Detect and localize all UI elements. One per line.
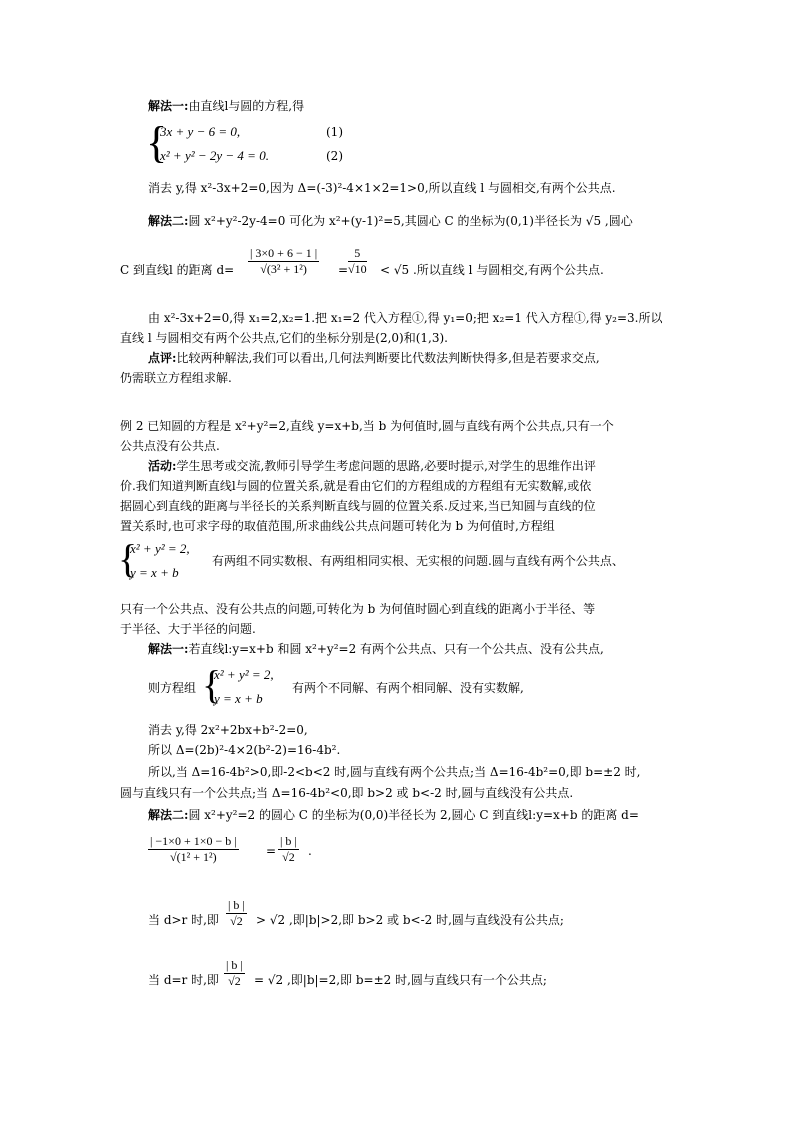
ex2-sol2-frac-num: | −1×0 + 1×0 − b | — [150, 834, 237, 848]
ex2-sol2-c1-fraction — [226, 898, 247, 929]
para3-line2: 直线 l 与圆相交有两个公共点,它们的坐标分别是(2,0)和(1,3). — [120, 331, 448, 345]
ex2-sol2-c2-fraction — [224, 958, 245, 989]
sol2-frac-den: √(3² + 1²) — [260, 262, 307, 276]
ex2-sol2-c1-pre: 当 d>r 时,即 — [148, 913, 219, 927]
ex2-sol2-label: 解法二: — [148, 808, 189, 822]
sol2-frac2-num: 5 — [348, 246, 367, 262]
comment-text: 比较两种解法,我们可以看出,几何法判断要比代数法判断快得多,但是若要求交点, — [176, 351, 600, 365]
ex2-sol1-sys2: y = x + b — [214, 691, 263, 706]
sol1-eq1: 3x + y − 6 = 0, — [160, 124, 241, 139]
activity-sys1: x² + y² = 2, — [130, 541, 190, 556]
ex2-sol1-text: 若直线l:y=x+b 和圆 x²+y²=2 有两个公共点、只有一个公共点、没有公共点, — [188, 642, 604, 656]
sol2-frac-num: | 3×0 + 6 − 1 | — [250, 246, 318, 260]
sol1-heading — [148, 98, 304, 114]
sol2-text: 圆 x²+y²-2y-4=0 可化为 x²+(y-1)²=5,其圆心 C 的坐标为(0,1)半径长为 √5 ,圆心 — [188, 214, 633, 228]
ex2-sol2-frac-den: √(1² + 1²) — [170, 850, 217, 864]
sol2-distance-fraction — [248, 246, 319, 277]
sol1-intro: 由直线l与圆的方程,得 — [188, 99, 305, 113]
ex2-line1: 例 2 已知圆的方程是 x²+y²=2,直线 y=x+b,当 b 为何值时,圆与直线有两个公共点,只有一个 — [120, 419, 614, 433]
sol1-conclusion: 消去 y,得 x²-3x+2=0,因为 Δ=(-3)²-4×1×2=1>0,所以直线 l 与圆相交,有两个公共点. — [148, 181, 616, 195]
ex2-sol1-line1 — [148, 641, 604, 657]
sol1-system-brace: { — [146, 118, 168, 167]
activity-line2: 价.我们知道判断直线l与圆的位置关系,就是看由它们的方程组成的方程组有无实数解,或依 — [120, 479, 592, 493]
ex2-sol1-pre: 则方程组 — [148, 681, 197, 695]
activity-line5: 有两组不同实数根、有两组相同实根、无实根的问题.圆与直线有两个公共点、 — [212, 554, 624, 568]
sol2-fraction-2 — [348, 246, 367, 277]
ex2-sol1-label: 解法一: — [148, 642, 189, 656]
ex2-sol1-line5: 圆与直线只有一个公共点;当 Δ=16-4b²<0,即 b>2 或 b<-2 时,圆与直线没有公共点. — [120, 786, 574, 800]
ex2-sol2-eq-sign: = — [266, 844, 277, 858]
activity-line4: 置关系时,也可求字母的取值范围,所求曲线公共点问题可转化为 b 为何值时,方程组 — [120, 519, 555, 533]
sol2-line2-pre: C 到直线l 的距离 d= — [120, 263, 235, 277]
ex2-sol1-post: 有两个不同解、有两个相同解、没有实数解, — [292, 681, 524, 695]
sol2-line1 — [148, 213, 633, 229]
sol1-label: 解法一: — [148, 99, 189, 113]
ex2-sol2-distance-fraction — [148, 834, 239, 865]
activity-line6: 只有一个公共点、没有公共点的问题,可转化为 b 为何值时圆心到直线的距离小于半径、等 — [120, 602, 596, 616]
sol1-eq2-tag: (2) — [326, 149, 343, 163]
ex2-sol2-frac2-num: | b | — [280, 834, 297, 848]
ex2-sol2-fraction-2 — [278, 834, 299, 865]
sol2-line2-post: < √5 .所以直线 l 与圆相交,有两个公共点. — [380, 263, 604, 277]
comment-line2: 仍需联立方程组求解. — [120, 371, 232, 385]
activity-text: 学生思考或交流,教师引导学生考虑问题的思路,必要时提示,对学生的思维作出评 — [176, 459, 596, 473]
comment-line1 — [148, 350, 600, 366]
ex2-sol2-text: 圆 x²+y²=2 的圆心 C 的坐标为(0,0)半径长为 2,圆心 C 到直线l:y=x+b 的距离 d= — [188, 808, 639, 822]
para3-line1: 由 x²-3x+2=0,得 x₁=2,x₂=1.把 x₁=2 代入方程①,得 y₁=0;把 x₂=1 代入方程①,得 y₂=3.所以 — [148, 311, 663, 325]
comment-label: 点评: — [148, 351, 177, 365]
ex2-sol2-c2-pre: 当 d=r 时,即 — [148, 973, 219, 987]
ex2-sol2-c2-num: | b | — [226, 958, 243, 972]
ex2-sol2-c1-den: √2 — [230, 914, 243, 928]
sol1-eq1-tag: (1) — [326, 125, 343, 139]
ex2-sol1-line3: 所以 Δ=(2b)²-4×2(b²-2)=16-4b². — [148, 743, 341, 757]
ex2-sol2-dot: . — [308, 844, 312, 858]
ex2-sol2-frac2-den: √2 — [282, 850, 295, 864]
sol1-eq2: x² + y² − 2y − 4 = 0. — [160, 148, 269, 163]
ex2-sol1-sys1: x² + y² = 2, — [214, 667, 274, 682]
activity-line7: 于半径、大于半径的问题. — [120, 622, 256, 636]
ex2-sol2-line1 — [148, 807, 639, 823]
ex2-sol2-c1-post: > √2 ,即|b|>2,即 b>2 或 b<-2 时,圆与直线没有公共点; — [256, 913, 564, 927]
ex2-sol1-system-brace: { — [202, 662, 222, 707]
ex2-sol1-line4: 所以,当 Δ=16-4b²>0,即-2<b<2 时,圆与直线有两个公共点;当 Δ=16-4b²=0,即 b=±2 时, — [148, 765, 641, 779]
ex2-sol2-c1-num: | b | — [228, 898, 245, 912]
ex2-sol2-c2-post: = √2 ,即|b|=2,即 b=±2 时,圆与直线只有一个公共点; — [254, 973, 547, 987]
activity-system-brace: { — [118, 536, 138, 581]
sol2-eq-sign: = — [338, 263, 349, 277]
activity-line3: 据圆心到直线的距离与半径长的关系判断直线与圆的位置关系.反过来,当已知圆与直线的位 — [120, 499, 596, 513]
sol2-label: 解法二: — [148, 214, 189, 228]
activity-line1 — [148, 458, 596, 474]
activity-label: 活动: — [148, 459, 177, 473]
activity-sys2: y = x + b — [130, 565, 179, 580]
ex2-line2: 公共点没有公共点. — [120, 439, 220, 453]
ex2-sol2-c2-den: √2 — [228, 974, 241, 988]
sol2-frac2-den: √10 — [348, 262, 367, 276]
ex2-sol1-line2: 消去 y,得 2x²+2bx+b²-2=0, — [148, 723, 308, 737]
